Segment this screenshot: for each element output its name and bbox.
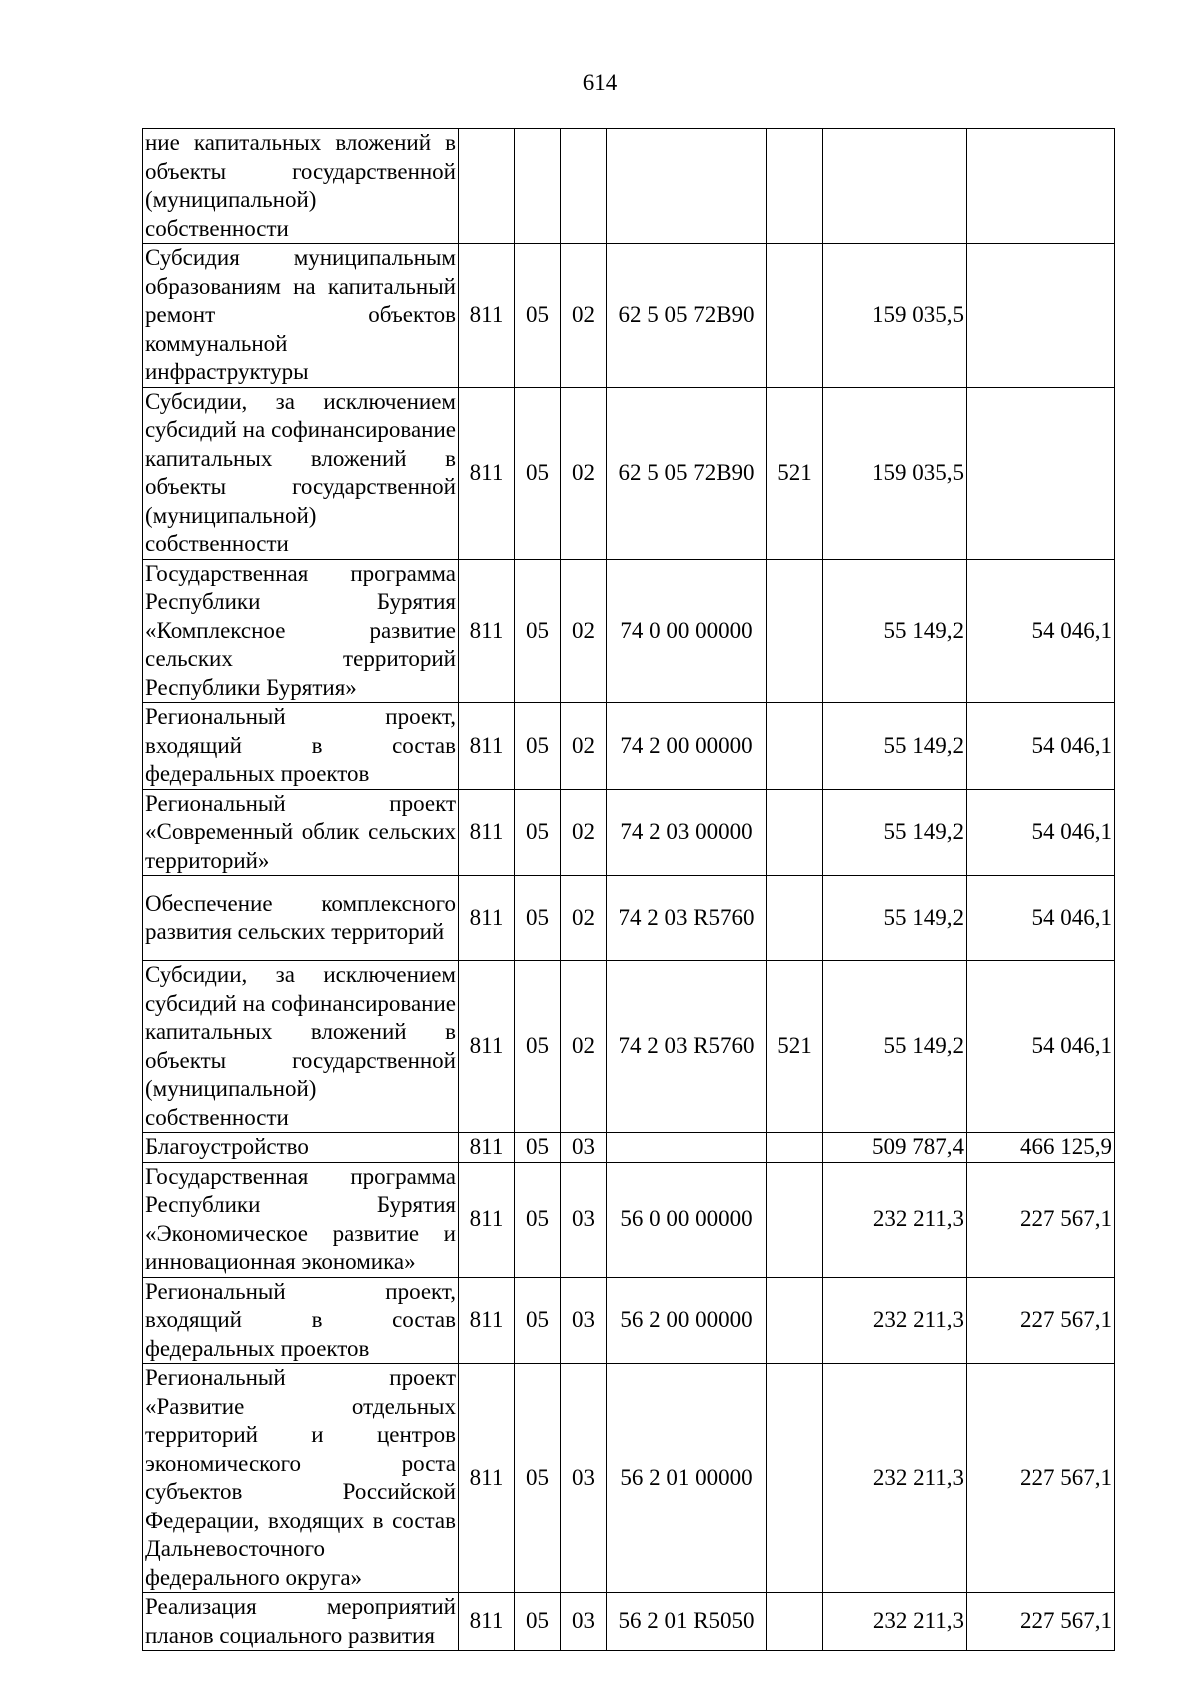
row-expense-type: [767, 244, 823, 388]
row-subsection-code: 03: [561, 1162, 607, 1277]
row-amount-year2: 227 567,1: [967, 1162, 1115, 1277]
table-row: [143, 1133, 1115, 1163]
row-target-article: 74 2 00 00000: [607, 703, 767, 790]
row-expense-type: [767, 559, 823, 703]
row-section-code: [515, 129, 561, 244]
row-name: Региональный проект «Развитие отдельных территорий и центров экономического роста субъектов Российской Федерации, входящих в состав Дальневосточного федерального округа»: [143, 1364, 459, 1593]
row-target-article: 62 5 05 72В90: [607, 244, 767, 388]
row-name: Субсидия муниципальным образованиям на капитальный ремонт объектов коммунальной инфраструктуры: [143, 244, 459, 388]
row-grbs-code: 811: [459, 244, 515, 388]
row-grbs-code: 811: [459, 961, 515, 1133]
row-section-code: 05: [515, 1593, 561, 1651]
row-amount-year1: 159 035,5: [823, 244, 967, 388]
row-subsection-code: 02: [561, 789, 607, 876]
row-subsection-code: [561, 129, 607, 244]
row-grbs-code: 811: [459, 1162, 515, 1277]
row-subsection-code: 02: [561, 961, 607, 1133]
row-amount-year2: 54 046,1: [967, 703, 1115, 790]
table-row: [143, 559, 1115, 703]
row-section-code: 05: [515, 1133, 561, 1163]
row-section-code: 05: [515, 961, 561, 1133]
row-target-article: [607, 129, 767, 244]
row-expense-type: [767, 876, 823, 961]
row-amount-year2: 54 046,1: [967, 876, 1115, 961]
row-subsection-code: 02: [561, 559, 607, 703]
row-subsection-code: 03: [561, 1277, 607, 1364]
row-section-code: 05: [515, 559, 561, 703]
row-amount-year1: 232 211,3: [823, 1364, 967, 1593]
row-expense-type: [767, 1277, 823, 1364]
row-grbs-code: 811: [459, 559, 515, 703]
row-grbs-code: 811: [459, 1364, 515, 1593]
table-row: [143, 961, 1115, 1133]
table-row: [143, 387, 1115, 559]
row-amount-year1: 232 211,3: [823, 1162, 967, 1277]
row-subsection-code: 02: [561, 244, 607, 388]
row-expense-type: [767, 129, 823, 244]
row-grbs-code: 811: [459, 789, 515, 876]
row-name: Благоустройство: [143, 1133, 459, 1163]
row-grbs-code: 811: [459, 703, 515, 790]
row-section-code: 05: [515, 1364, 561, 1593]
row-amount-year1: 55 149,2: [823, 559, 967, 703]
row-name: Региональный проект «Современный облик сельских территорий»: [143, 789, 459, 876]
row-amount-year1: 55 149,2: [823, 876, 967, 961]
row-name: Обеспечение комплексного развития сельских территорий: [143, 876, 459, 961]
table-row: [143, 876, 1115, 961]
row-amount-year2: 54 046,1: [967, 789, 1115, 876]
row-subsection-code: 03: [561, 1593, 607, 1651]
row-expense-type: [767, 1133, 823, 1163]
row-target-article: 74 2 03 R5760: [607, 961, 767, 1133]
row-amount-year1: 55 149,2: [823, 789, 967, 876]
row-name: Государственная программа Республики Бурятия «Экономическое развитие и инновационная экономика»: [143, 1162, 459, 1277]
row-amount-year2: 227 567,1: [967, 1364, 1115, 1593]
row-expense-type: [767, 703, 823, 790]
row-target-article: 56 2 01 00000: [607, 1364, 767, 1593]
row-expense-type: [767, 1593, 823, 1651]
row-target-article: 74 2 03 00000: [607, 789, 767, 876]
row-name: Региональный проект, входящий в состав федеральных проектов: [143, 703, 459, 790]
row-amount-year2: [967, 129, 1115, 244]
row-expense-type: [767, 1364, 823, 1593]
row-amount-year2: [967, 387, 1115, 559]
row-target-article: 56 0 00 00000: [607, 1162, 767, 1277]
table-row: [143, 1364, 1115, 1593]
row-section-code: 05: [515, 1162, 561, 1277]
row-amount-year1: 232 211,3: [823, 1593, 967, 1651]
row-name: Региональный проект, входящий в состав федеральных проектов: [143, 1277, 459, 1364]
row-section-code: 05: [515, 876, 561, 961]
row-grbs-code: 811: [459, 387, 515, 559]
row-target-article: [607, 1133, 767, 1163]
table-row: [143, 244, 1115, 388]
row-target-article: 62 5 05 72В90: [607, 387, 767, 559]
row-amount-year1: 55 149,2: [823, 703, 967, 790]
row-name: Субсидии, за исключением субсидий на софинансирование капитальных вложений в объекты государственной (муниципальной) собственности: [143, 961, 459, 1133]
row-expense-type: 521: [767, 387, 823, 559]
table-row: [143, 1162, 1115, 1277]
row-target-article: 74 2 03 R5760: [607, 876, 767, 961]
row-expense-type: 521: [767, 961, 823, 1133]
row-grbs-code: 811: [459, 1277, 515, 1364]
row-amount-year1: 55 149,2: [823, 961, 967, 1133]
row-amount-year1: 232 211,3: [823, 1277, 967, 1364]
table-row: [143, 703, 1115, 790]
row-grbs-code: 811: [459, 876, 515, 961]
row-section-code: 05: [515, 789, 561, 876]
row-section-code: 05: [515, 1277, 561, 1364]
row-subsection-code: 02: [561, 703, 607, 790]
row-subsection-code: 03: [561, 1364, 607, 1593]
row-name: Реализация мероприятий планов социального развития: [143, 1593, 459, 1651]
table-row: [143, 129, 1115, 244]
table-row: [143, 789, 1115, 876]
row-grbs-code: 811: [459, 1133, 515, 1163]
row-subsection-code: 02: [561, 387, 607, 559]
row-grbs-code: [459, 129, 515, 244]
table-row: [143, 1593, 1115, 1651]
row-amount-year1: 159 035,5: [823, 387, 967, 559]
row-expense-type: [767, 789, 823, 876]
row-section-code: 05: [515, 387, 561, 559]
row-name: Государственная программа Республики Бурятия «Комплексное развитие сельских территорий Республики Бурятия»: [143, 559, 459, 703]
row-section-code: 05: [515, 703, 561, 790]
table-body: [143, 129, 1115, 1651]
row-target-article: 56 2 01 R5050: [607, 1593, 767, 1651]
row-amount-year1: [823, 129, 967, 244]
table-row: [143, 1277, 1115, 1364]
row-subsection-code: 02: [561, 876, 607, 961]
row-name: ние капитальных вложений в объекты государственной (муниципальной) собственности: [143, 129, 459, 244]
row-amount-year2: 54 046,1: [967, 559, 1115, 703]
row-target-article: 56 2 00 00000: [607, 1277, 767, 1364]
row-amount-year2: [967, 244, 1115, 388]
row-amount-year2: 227 567,1: [967, 1593, 1115, 1651]
budget-table: [142, 128, 1115, 1651]
row-target-article: 74 0 00 00000: [607, 559, 767, 703]
row-amount-year2: 466 125,9: [967, 1133, 1115, 1163]
row-subsection-code: 03: [561, 1133, 607, 1163]
row-section-code: 05: [515, 244, 561, 388]
row-amount-year2: 227 567,1: [967, 1277, 1115, 1364]
row-amount-year2: 54 046,1: [967, 961, 1115, 1133]
row-amount-year1: 509 787,4: [823, 1133, 967, 1163]
row-grbs-code: 811: [459, 1593, 515, 1651]
row-name: Субсидии, за исключением субсидий на софинансирование капитальных вложений в объекты государственной (муниципальной) собственности: [143, 387, 459, 559]
row-expense-type: [767, 1162, 823, 1277]
page-number: 614: [582, 70, 618, 95]
